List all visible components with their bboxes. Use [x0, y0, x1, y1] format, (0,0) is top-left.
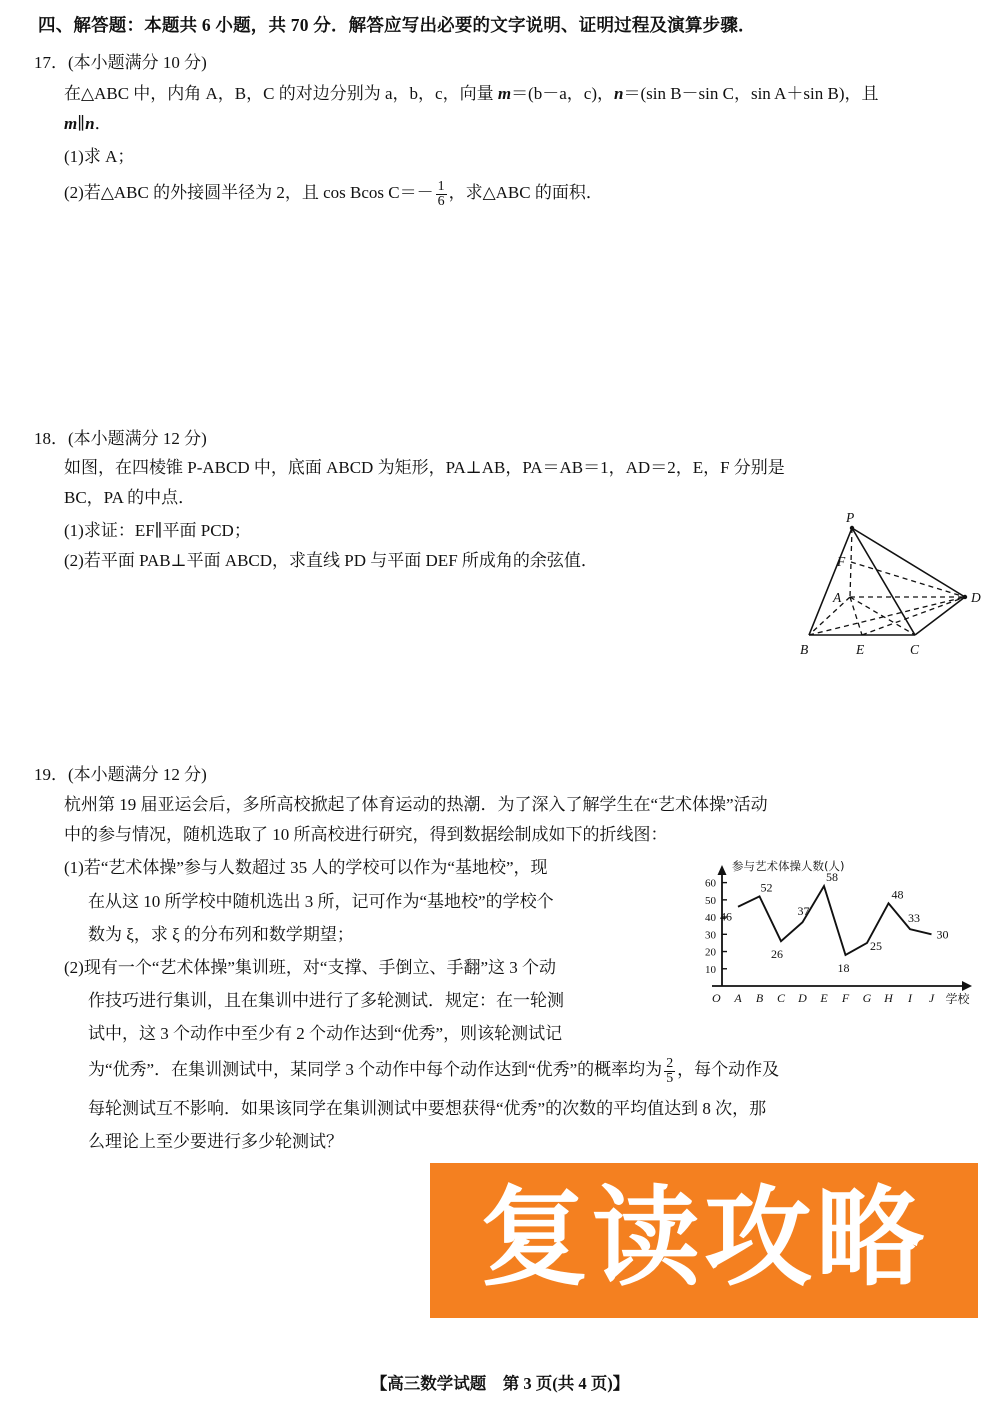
question-19-number: 19．(本小题满分 12 分): [34, 765, 207, 784]
label-C: C: [910, 642, 920, 657]
question-18-part-2: (2)若平面 PAB⊥平面 ABCD，求直线 PD 与平面 DEF 所成角的余弦值．: [64, 551, 598, 570]
question-19-part2-line2: 作技巧进行集训，且在集训中进行了多轮测试．规定：在一轮测: [88, 991, 564, 1010]
question-19-part1-line3: 数为 ξ，求 ξ 的分布列和数学期望；: [88, 925, 354, 944]
q19-p2-text-a: 为“优秀”．在集训测试中，某同学 3 个动作中每个动作达到“优秀”的概率均为: [88, 1059, 663, 1079]
x-tick-label: B: [755, 991, 764, 1005]
question-19-part2-line1: (2)现有一个“艺术体操”集训班，对“支撑、手倒立、手翻”这 3 个动: [64, 958, 557, 977]
x-tick-label: C: [776, 991, 786, 1005]
label-B: B: [800, 642, 809, 657]
q17-stem-text-c: ＝(sin B－sin C，sin A＋sin B)，且: [623, 84, 879, 103]
line-chart-svg: [694, 856, 994, 1024]
q19-fraction-denominator: 5: [666, 1071, 674, 1087]
line-chart-figure: [694, 856, 994, 1024]
question-19-part2-line5: 每轮测试互不影响．如果该同学在集训测试中要想获得“优秀”的次数的平均值达到 8 次，那: [88, 1099, 767, 1118]
x-tick-label: I: [908, 991, 912, 1005]
x-tick-label: D: [798, 991, 807, 1005]
q17-vector-n-2: n: [85, 114, 95, 133]
watermark-text: 复读攻略: [479, 1175, 928, 1301]
question-17-part-2: [64, 180, 603, 209]
y-tick-label: 20: [705, 946, 716, 959]
question-19-stem-line1: 杭州第 19 届亚运会后，多所高校掀起了体育运动的热潮．为了深入了解学生在“艺术体操”活动: [64, 795, 768, 814]
watermark-banner: [430, 1163, 978, 1318]
q19-fraction-two-fifths: [664, 1057, 675, 1086]
data-label: 52: [760, 880, 773, 895]
edge-FD: [851, 562, 965, 597]
data-label: 48: [891, 887, 904, 902]
question-19-part1-line1: (1)若“艺术体操”参与人数超过 35 人的学校可以作为“基地校”，现: [64, 858, 548, 877]
y-axis-arrow: [718, 865, 727, 875]
x-tick-label: F: [841, 991, 850, 1005]
label-F: F: [837, 554, 846, 569]
question-17-number: 17．(本小题满分 10 分): [34, 53, 207, 72]
y-tick-label: 10: [705, 963, 716, 976]
edge-ED: [862, 597, 965, 635]
data-label: 30: [936, 927, 949, 942]
q17-stem-text-a: 在△ABC 中，内角 A，B，C 的对边分别为 a，b，c，向量: [64, 84, 498, 103]
origin-label: O: [712, 991, 721, 1005]
y-tick-label: 40: [705, 912, 716, 925]
q17-part2-text-b: ，求△ABC 的面积．: [448, 182, 603, 202]
data-label: 18: [837, 960, 850, 975]
x-axis-title: 学校: [945, 992, 970, 1006]
question-18-number: 18．(本小题满分 12 分): [34, 429, 207, 448]
question-19-part2-line4: [88, 1057, 779, 1086]
q17-fraction-denominator: 6: [437, 194, 445, 210]
data-label: 46: [720, 909, 732, 924]
x-tick-label: E: [820, 991, 828, 1005]
question-19-part2-line3: 试中，这 3 个动作中至少有 2 个动作达到“优秀”，则该轮测试记: [88, 1024, 563, 1043]
label-E: E: [856, 642, 865, 657]
label-D: D: [971, 590, 981, 605]
y-tick-label: 30: [705, 929, 716, 942]
x-tick-label: A: [734, 991, 742, 1005]
data-label: 25: [870, 938, 882, 953]
data-label: 58: [826, 870, 838, 885]
q17-vector-m-2: m: [64, 114, 78, 133]
label-A: A: [833, 590, 842, 605]
question-18-stem-line1: 如图，在四棱锥 P‑ABCD 中，底面 ABCD 为矩形，PA⊥AB，PA＝AB＝1，AD＝2，E，F 分别是: [64, 458, 785, 477]
edge-PB: [809, 528, 852, 635]
chart-title: 参与艺术体操人数(人): [732, 859, 845, 873]
y-tick-label: 60: [705, 877, 716, 890]
q17-fraction-numerator: 1: [437, 179, 445, 194]
q19-p2-text-b: ，每个动作及: [677, 1059, 780, 1079]
pyramid-svg: [782, 498, 988, 662]
question-18-stem-line2: BC，PA 的中点．: [64, 488, 196, 507]
question-17-part-1: (1)求 A；: [64, 147, 135, 166]
q17-vector-m: m: [497, 84, 512, 103]
data-label: 26: [771, 947, 783, 962]
q17-part2-text-a: (2)若△ABC 的外接圆半径为 2，且 cos Bcos C＝－: [64, 182, 434, 202]
question-19-stem-line2: 中的参与情况，随机选取了 10 所高校进行研究，得到数据绘制成如下的折线图：: [64, 825, 668, 844]
question-17-stem-line2: [64, 112, 112, 137]
q17-stem-text-b: ＝(b－a，c)，: [511, 84, 614, 103]
edge-AB: [809, 597, 850, 635]
edge-PD: [852, 528, 965, 597]
q17-stem-period: ．: [94, 114, 112, 133]
x-tick-label: J: [928, 991, 935, 1005]
edge-AC: [850, 597, 915, 635]
q17-parallel-symbol: ∥: [77, 114, 86, 133]
q19-fraction-numerator: 2: [666, 1056, 674, 1071]
question-19-part1-line2: 在从这 10 所学校中随机选出 3 所，记可作为“基地校”的学校个: [88, 892, 554, 911]
section-heading: 四、解答题：本题共 6 小题，共 70 分．解答应写出必要的文字说明、证明过程及演算步骤．: [38, 15, 756, 35]
data-label: 33: [908, 911, 920, 926]
x-tick-label: G: [862, 991, 872, 1005]
y-tick-label: 50: [705, 894, 716, 907]
question-19-part2-line6: 么理论上至少要进行多少轮测试？: [88, 1132, 343, 1151]
question-17-stem-line1: [64, 82, 879, 107]
question-18-part-1: (1)求证：EF∥平面 PCD；: [64, 521, 251, 540]
q17-vector-n: n: [613, 84, 624, 103]
x-tick-label: H: [884, 991, 893, 1005]
q17-fraction-one-sixth: [436, 180, 447, 209]
label-P: P: [846, 510, 855, 525]
data-label: 37: [797, 904, 810, 919]
x-axis-arrow: [962, 981, 972, 991]
page-footer: 【高三数学试题 第 3 页(共 4 页)】: [370, 1374, 630, 1393]
edge-CD: [915, 597, 965, 635]
pyramid-figure: [782, 498, 988, 662]
